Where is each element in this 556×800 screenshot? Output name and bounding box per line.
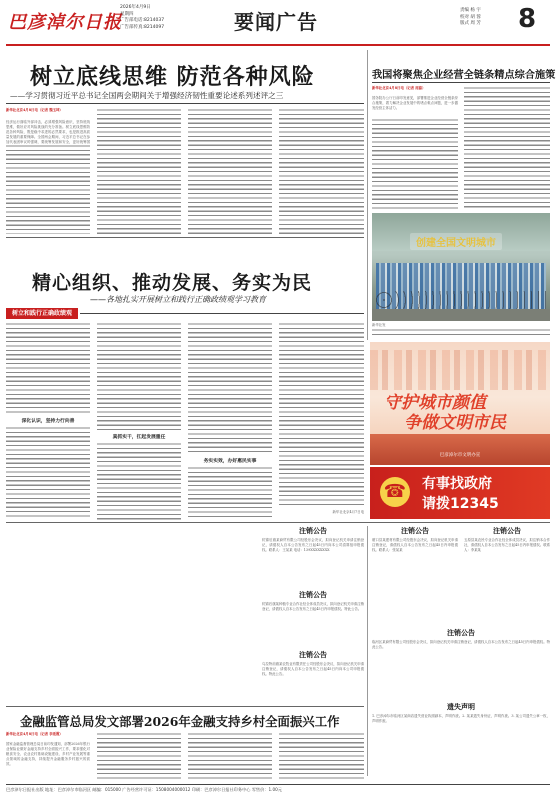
article3-sub2: 真抓实干，扛起发展重任 bbox=[112, 435, 166, 440]
notice-6-body: 临河区某商贸有限公司经股东会决议，拟向登记机关申请注销登记，请债权人自本公告发布之日起45日内申报债权。特此公告。 bbox=[372, 640, 550, 649]
notice-3-title: 注销公告 bbox=[299, 650, 327, 659]
article4-col3 bbox=[188, 732, 272, 780]
article3-col1a bbox=[6, 322, 90, 414]
article3-col2a bbox=[97, 322, 181, 430]
notice-2-body: 杭锦后旗某种植专业合作社经全体成员决议，拟向登记机关申请注销登记，请债权人自本公告发布之日起45日内申报债权。特此公告。 bbox=[262, 602, 364, 611]
notice-4-title: 注销公告 bbox=[401, 526, 429, 535]
footer-text: 巴彦淖尔日报社出版 地址：巴彦淖尔市临河区 邮编：015000 广告经营许可证：1508004000012 印刷：巴彦淖尔日报社印务中心 零售价：1.00元 bbox=[6, 787, 282, 792]
article1-bottom-rule bbox=[6, 237, 364, 238]
civility-ad bbox=[370, 342, 550, 465]
phone-icon: ☎ bbox=[380, 477, 410, 507]
article3-col3a bbox=[188, 322, 272, 454]
article2-headline: 我国将聚焦企业经营全链条精点综合施策 bbox=[372, 69, 556, 81]
article2-col1 bbox=[372, 118, 458, 210]
ground bbox=[372, 309, 550, 321]
loss-notice bbox=[372, 702, 550, 778]
masthead-rule bbox=[6, 44, 550, 46]
article3-tag bbox=[6, 308, 78, 319]
section-title: 要闻广告 bbox=[234, 10, 318, 34]
masthead-credits: 责编 杨 宇 校对 胡 蓉 版式 周 芳 bbox=[460, 8, 481, 26]
page-number: 8 bbox=[518, 4, 537, 34]
notice-5 bbox=[464, 526, 550, 624]
article1-col1 bbox=[6, 144, 90, 234]
article1-col4 bbox=[279, 108, 364, 234]
article4-lead: 国家金融监督管理总局日前印发通知，部署2026年银行业保险业做好金融支持乡村全面振兴工作，要求强化对粮食安全、农业农村基础设施建设、乡村产业发展等重点领域的金融支持，持续提升金融服务乡村振兴的质效。 bbox=[6, 742, 90, 766]
article3-sub3: 务实实效，办好惠民实事 bbox=[203, 459, 257, 464]
article2-caption-lines bbox=[372, 328, 550, 337]
notice-4 bbox=[372, 526, 458, 624]
notice-1-body: 杭锦后旗某商贸有限公司经股东会决议，拟向登记机关申请注销登记，请债权人自本公告发布之日起45日内向本公司清算组申报债权。联系人：王某某 电话：139XXXXXXXX bbox=[262, 538, 364, 552]
article4-col2 bbox=[97, 732, 181, 780]
article3-col4 bbox=[279, 322, 364, 508]
ad-line2: 争做文明市民 bbox=[404, 413, 506, 433]
ad-ground bbox=[370, 434, 550, 465]
article2-col2 bbox=[464, 86, 550, 210]
notice-2-title: 注销公告 bbox=[299, 590, 327, 599]
article1-subhead: ——学习贯彻习近平总书记全国两会期间关于增强经济韧性重要论述系列述评之三 bbox=[10, 91, 284, 100]
article3-headline: 精心组织、推动发展、务实为民 bbox=[32, 272, 313, 294]
footer-rule bbox=[6, 784, 550, 785]
notice-1 bbox=[262, 526, 364, 586]
article4-headline: 金融监管总局发文部署2026年金融支持乡村全面振兴工作 bbox=[20, 714, 340, 729]
notices-top-rule bbox=[6, 522, 550, 523]
notice-6-title: 注销公告 bbox=[447, 628, 475, 637]
article3-body bbox=[6, 322, 364, 520]
right-column-divider bbox=[367, 50, 368, 340]
article3-subhead: ——各地扎实开展树立和践行正确政绩观学习教育 bbox=[90, 295, 266, 304]
article2-lead: 国务院办公厅日前印发意见，部署推进企业经营全链条综合施策，着力解决企业发展中的堵点难点问题，进一步激发经营主体活力。 bbox=[372, 96, 458, 110]
ad-line1: 守护城市颜值 bbox=[384, 393, 486, 413]
article2-rule bbox=[372, 82, 550, 83]
article1-col2 bbox=[97, 108, 181, 234]
hotline-line2: 请拨12345 bbox=[422, 496, 499, 512]
notice-divider bbox=[367, 526, 368, 776]
photo-banner: 创建全国文明城市 bbox=[410, 233, 502, 250]
loss-notice-body: 1. 巴彦淖尔市临河区某商店遗失营业执照副本，声明作废。2. 某某遗失身份证，声明作废。3. 某公司遗失公章一枚，声明作废。 bbox=[372, 714, 550, 723]
notice-5-body: 五原县某农民专业合作社经全体成员决议，拟注销本合作社，请债权人自本公告发布之日起45日内申报债权。联系人：李某某 bbox=[464, 538, 550, 552]
notice-1-title: 注销公告 bbox=[299, 526, 327, 535]
article1-byline: 新华社北京4月8日电（记者 魏玉坤） bbox=[6, 108, 63, 112]
article2-caption: 新华社发 bbox=[372, 323, 386, 327]
loss-notice-title: 遗失声明 bbox=[447, 702, 475, 711]
ad-skyline bbox=[370, 350, 550, 390]
article3-col3b bbox=[188, 466, 272, 520]
bike-wheels bbox=[376, 291, 546, 309]
article3-byline: 新华社北京4月7日电 bbox=[332, 510, 364, 514]
notice-6 bbox=[372, 628, 550, 698]
article4-body bbox=[6, 732, 364, 780]
ad-footer: 巴彦淖尔市文明办宣 bbox=[439, 453, 481, 458]
article3-tag-label: 树立和践行正确政绩观 bbox=[11, 310, 72, 317]
article4-top-rule bbox=[6, 706, 364, 707]
notice-4-body: 磴口县某建材有限公司经股东会决议，拟向登记机关申请注销登记，请债权人自本公告发布之日起45日内申报债权。联系人：张某某 bbox=[372, 538, 458, 552]
newspaper-logo: 巴彦淖尔日报 bbox=[8, 12, 122, 33]
article1-lead: 经济运行面临外部冲击，必须增强风险意识，坚持底线思维，做好应对风险挑战的充分准备。树立底线思维防范各种风险，既是稳中求进的必然要求，也是推进高质量发展的重要保障。全国两会期间，习近平总书记在参加代表团审议时强调，要统筹发展和安全，更好统筹国 bbox=[6, 120, 90, 144]
notice-3 bbox=[262, 650, 364, 704]
article3-rule bbox=[80, 313, 364, 314]
article2-byline: 新华社北京4月8日电（记者 周蕊） bbox=[372, 86, 426, 90]
article1-col3 bbox=[188, 108, 272, 234]
article3-sub1: 深化认识，坚持力行向善 bbox=[21, 419, 75, 424]
article1-headline: 树立底线思维 防范各种风险 bbox=[30, 64, 315, 90]
article1-body bbox=[6, 108, 364, 234]
hotline-ad bbox=[370, 467, 550, 519]
bike-photo bbox=[372, 213, 550, 321]
masthead bbox=[0, 0, 556, 46]
article3-col1b bbox=[6, 426, 90, 520]
article4-byline: 新华社北京4月8日电（记者 李延霞） bbox=[6, 732, 63, 736]
hotline-line1: 有事找政府 bbox=[422, 476, 492, 492]
masthead-info: 2026年4月9日 星期四 广告部电话:8214037 广告部传真:8214097 bbox=[120, 5, 165, 30]
article3-col2b bbox=[97, 442, 181, 520]
article4-col4 bbox=[279, 732, 364, 780]
notice-5-title: 注销公告 bbox=[493, 526, 521, 535]
notice-3-body: 乌拉特前旗某农牧业有限责任公司经股东会决议，拟向登记机关申请注销登记，请债权人自本公告发布之日起45日内向本公司申报债权。特此公告。 bbox=[262, 662, 364, 676]
article1-rule bbox=[6, 103, 364, 104]
notice-2 bbox=[262, 590, 364, 646]
